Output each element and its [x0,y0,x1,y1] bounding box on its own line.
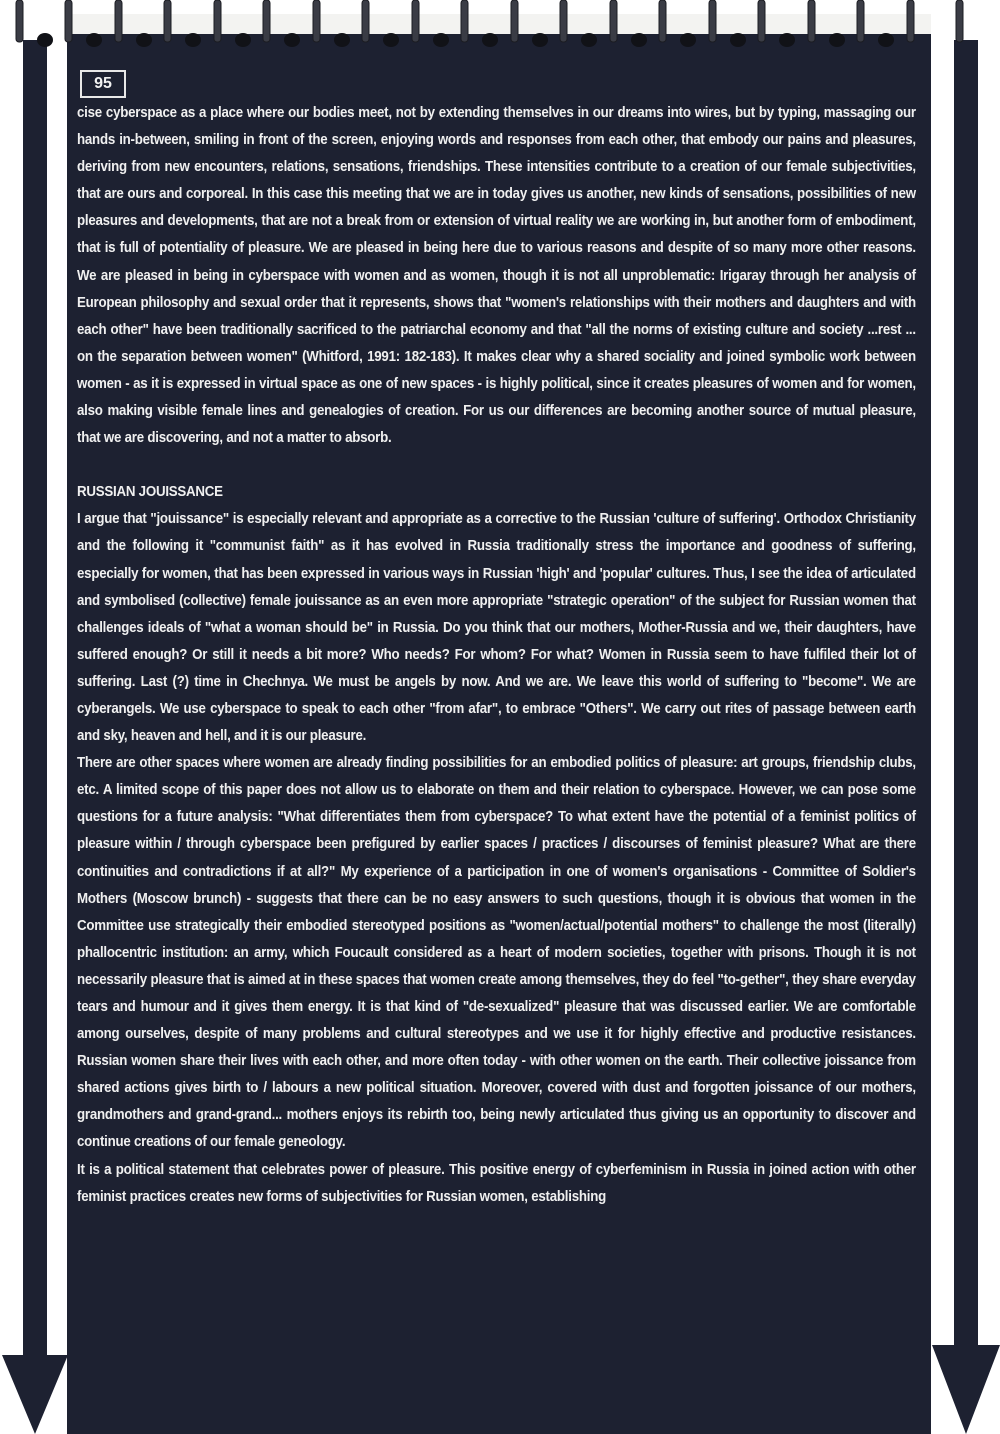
section-heading: RUSSIAN JOUISSANCE [77,484,223,501]
paragraph-3: There are other spaces where women are already finding possibilities for an embodied politics of pleasure: art groups, friendship clubs, etc. A limited scope of this paper does not allow us to elaborate on them and their relation to cyberspace. However, we can pose some questions for a future analysis: "What differentiates them from cyberspace? To what extent have the potential of a feminist politics of pleasure within / through cyberspace been prefigured by earlier spaces / practices / discourses of feminist pleasure? What are there continuities and contradictions if at all?" My experience of a participation in one of women's organisations - Committee of Soldier's Mothers (Moscow brunch) - suggests that there can be no easy answers to such questions, though it is obvious that women in the Committee use strategically their embodied stereotyped positions as "women/actual/potential mothers" to challenge the most (literally) phallocentric institution: an army, which Foucault considered as a heart of modern societies, together with prisons. Though it is not necessarily pleasure that is aimed at in these spaces that women create among themselves, they do feel "to-gether", they share everyday tears and humour and it gives them energy. It is that kind of "de-sexualized" pleasure that was discussed earlier. We are comfortable among ourselves, despite of many problems and cultural stereotypes and we use it for highly effective and productive resistances. Russian women share their lives with each other, and more often today - with other women on the earth. Their collective joissance from shared actions gives birth to / labours a new political situation. Moreover, covered with dust and forgotten joissance of our mothers, grandmothers and grand-grand... mothers enjoys its rebirth too, being newly articulated thus giving us an opportunity to discover and continue creations of our female geneology. [77,755,916,1151]
paragraph-4: It is a political statement that celebrates power of pleasure. This positive energy of cyberfeminism in Russia in joined action with other feminist practices creates new forms of subjectivities for Russian women, establishing [77,1161,916,1205]
spiral-binding-icon [0,0,1000,60]
paragraph-2: I argue that "jouissance" is especially relevant and appropriate as a corrective to the Russian 'culture of suffering'. Orthodox Christianity and the following it "communist faith" as it has evolved in Russia traditionally stress the importance and goodness of suffering, especially for women, that has been expressed in various ways in Russian 'high' and 'popular' cultures. Thus, I see the idea of articulated and symbolised (collective) female jouissance as an even more appropriate "strategic operation" of the subject for Russian women that challenges ideals of "what a woman should be" in Russia. Do you think that our mothers, Mother-Russia and we, their daughters, have suffered enough? Or still it needs a bit more? Who needs? For whom? For what? Women in Russia seem to have fulfiled their lot of suffering. Last (?) time in Chechnya. We must be angels by now. And we are. We leave this world of suffering to "become". We are cyberangels. We use cyberspace to speak to each other "from afar", to embrace "Others". We carry out rites of passage between earth and sky, heaven and hell, and it is our pleasure. [77,511,916,745]
article-body [77,100,916,1211]
paragraph-1: cise cyberspace as a place where our bodies meet, not by extending themselves in our dreams into wires, but by typing, massaging our hands in-between, smiling in front of the screen, enjoying words and responses from each other, that embody our pains and pleasures, deriving from new encounters, relations, sensations, friendships. These intensities contribute to a creation of our female subjectivities, that are ours and corporeal. In this case this meeting that we are in today gives us another, new kinds of sensations, possibilities of new pleasures and developments, that are not a break from or extension of virtual reality we are working in, but another form of embodiment, that is full of potentiality of pleasure. We are pleased in being here due to various reasons and despite of so many more other reasons. We are pleased in being in cyberspace with women and as women, though it is not all unproblematic: Irigaray through her analysis of European philosophy and sexual order that it represents, shows that "women's relationships with their mothers and daughters and with each other" have been traditionally sacrificed to the patriarchal economy and that "all the norms of existing culture and society ...rest ... on the separation between women" (Whitford, 1991: 182-183). It makes clear why a shared sociality and joined symbolic work between women - as it is expressed in virtual space as one of new spaces - is highly political, since it creates pleasures of women and for women, also making visible female lines and genealogies of creation. For us our differences are becoming another source of mutual pleasure, that we are discovering, and not a matter to absorb. [77,105,916,447]
right-down-arrow-icon [928,0,1000,1434]
page-number: 95 [80,70,126,98]
paragraph-gap [77,452,916,479]
left-down-arrow-icon [0,0,70,1434]
